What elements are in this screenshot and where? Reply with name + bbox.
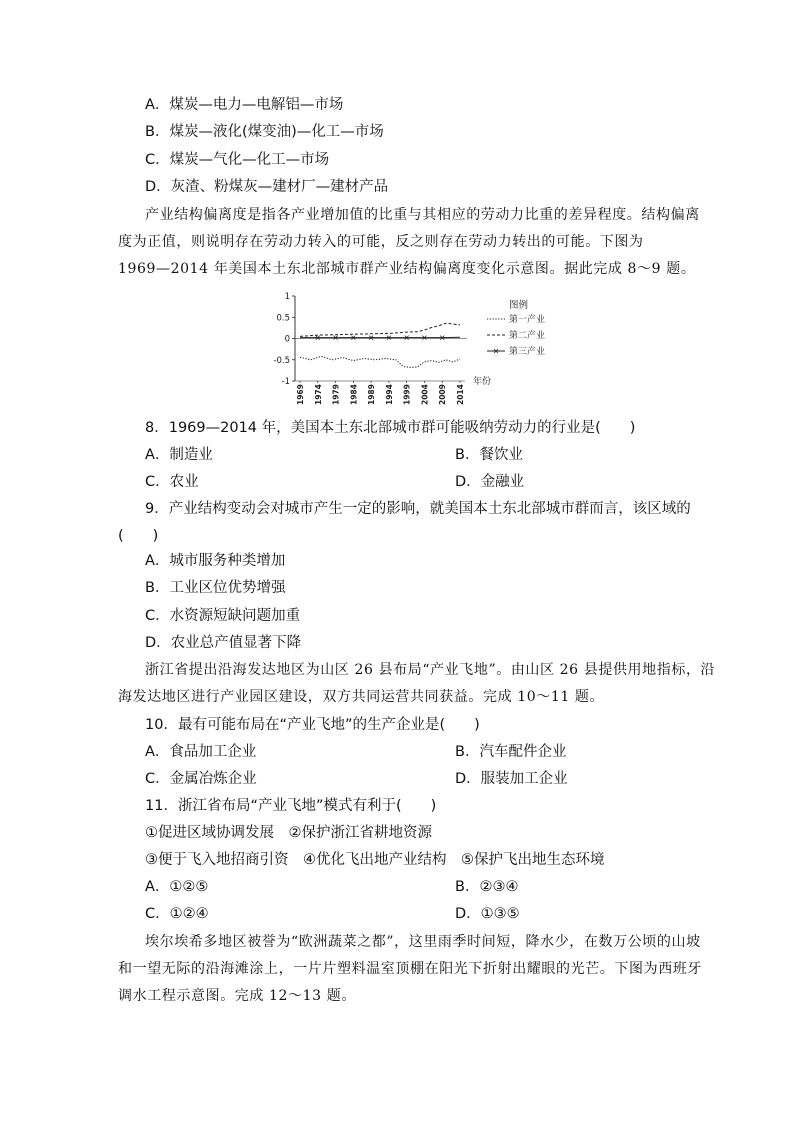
q7-option-c: C．煤炭—气化—化工—市场: [145, 152, 330, 168]
passage3-line3: 调水工程示意图。完成 12～13 题。: [118, 988, 356, 1004]
x-tick-label: 1984: [349, 384, 359, 405]
q8-option-b: B．餐饮业: [455, 447, 523, 463]
y-tick-label: -0.5: [273, 355, 290, 366]
y-tick-label: 0.5: [276, 313, 290, 324]
q11-items-line2: ③便于飞入地招商引资 ④优化飞出地产业结构 ⑤保护飞出地生态环境: [145, 852, 605, 868]
q9-stem-bracket: ( ): [118, 528, 159, 544]
legend-title: 图例: [509, 300, 529, 311]
q9-option-c: C．水资源短缺问题加重: [145, 608, 301, 624]
x-tick-label: 1999: [402, 384, 412, 405]
passage1-line1: 产业结构偏离度是指各产业增加值的比重与其相应的劳动力比重的差异程度。结构偏离: [145, 207, 700, 223]
y-tick-label: 1: [284, 292, 290, 302]
y-tick-label: -1: [281, 377, 290, 387]
legend-label-3: 第三产业: [509, 347, 546, 357]
q10-stem: 10．最有可能布局在“产业飞地”的生产企业是( ): [145, 717, 480, 733]
series-line-1: [300, 356, 460, 367]
q9-option-d: D．农业总产值显著下降: [145, 635, 302, 651]
q8-stem: 8．1969—2014 年，美国本土东北部城市群可能吸纳劳动力的行业是( ): [145, 420, 636, 436]
x-tick-label: 2009: [438, 384, 448, 405]
q11-option-b: B．②③④: [455, 879, 519, 895]
x-tick-label: 2004: [420, 384, 430, 405]
legend-label-1: 第一产业: [509, 315, 546, 325]
q11-stem: 11．浙江省布局“产业飞地”模式有利于( ): [145, 798, 437, 814]
x-axis-label: 年份: [473, 377, 492, 387]
q10-option-c: C．金属冶炼企业: [145, 771, 257, 787]
x-tick-label: 1994: [384, 384, 394, 405]
legend-label-2: 第二产业: [509, 331, 546, 341]
passage1-line2: 度为正值，则说明存在劳动力转入的可能，反之则存在劳动力转出的可能。下图为: [118, 234, 644, 250]
q11-items-line1: ①促进区域协调发展 ②保护浙江省耕地资源: [145, 825, 432, 841]
x-tick-label: 1969: [296, 384, 305, 405]
passage2-line2: 海发达地区进行产业园区建设，双方共同运营共同获益。完成 10～11 题。: [118, 689, 605, 705]
q8-option-a: A．制造业: [145, 447, 213, 463]
x-tick-label: 1974: [313, 384, 323, 405]
x-tick-label: 2014: [456, 384, 465, 405]
q10-option-a: A．食品加工企业: [145, 744, 257, 760]
q10-option-b: B．汽车配件企业: [455, 744, 567, 760]
x-tick-label: 1979: [331, 384, 341, 405]
q7-option-b: B．煤炭—液化(煤变油)—化工—市场: [145, 124, 384, 140]
q11-option-d: D．①③⑤: [455, 906, 520, 922]
passage3-line2: 和一望无际的沿海滩涂上，一片片塑料温室顶棚在阳光下折射出耀眼的光芒。下图为西班牙: [118, 961, 702, 977]
passage3-line1: 埃尔埃希多地区被誉为“欧洲蔬菜之都”，这里雨季时间短，降水少，在数万公顷的山坡: [145, 934, 701, 950]
q9-option-a: A．城市服务种类增加: [145, 553, 286, 569]
q7-option-a: A．煤炭—电力—电解铝—市场: [145, 97, 344, 113]
q9-stem: 9．产业结构变动会对城市产生一定的影响，就美国本土东北部城市群而言，该区域的: [145, 501, 691, 517]
q7-option-d: D．灰渣、粉煤灰—建材厂—建材产品: [145, 179, 389, 195]
q11-option-c: C．①②④: [145, 906, 209, 922]
y-tick-label: 0: [284, 334, 290, 345]
q8-option-d: D．金融业: [455, 474, 525, 490]
x-tick-label: 1989: [367, 384, 377, 405]
series-line-2: [300, 323, 460, 336]
passage2-line1: 浙江省提出沿海发达地区为山区 26 县布局“产业飞地”。由山区 26 县提供用地指标，沿: [145, 662, 716, 678]
passage1-line3: 1969—2014 年美国本土东北部城市群产业结构偏离度变化示意图。据此完成 8～9 题。: [118, 261, 696, 277]
q11-option-a: A．①②⑤: [145, 879, 209, 895]
q8-option-c: C．农业: [145, 474, 199, 490]
deviation-line-chart: [265, 286, 565, 408]
q10-option-d: D．服装加工企业: [455, 771, 568, 787]
q9-option-b: B．工业区位优势增强: [145, 580, 286, 596]
